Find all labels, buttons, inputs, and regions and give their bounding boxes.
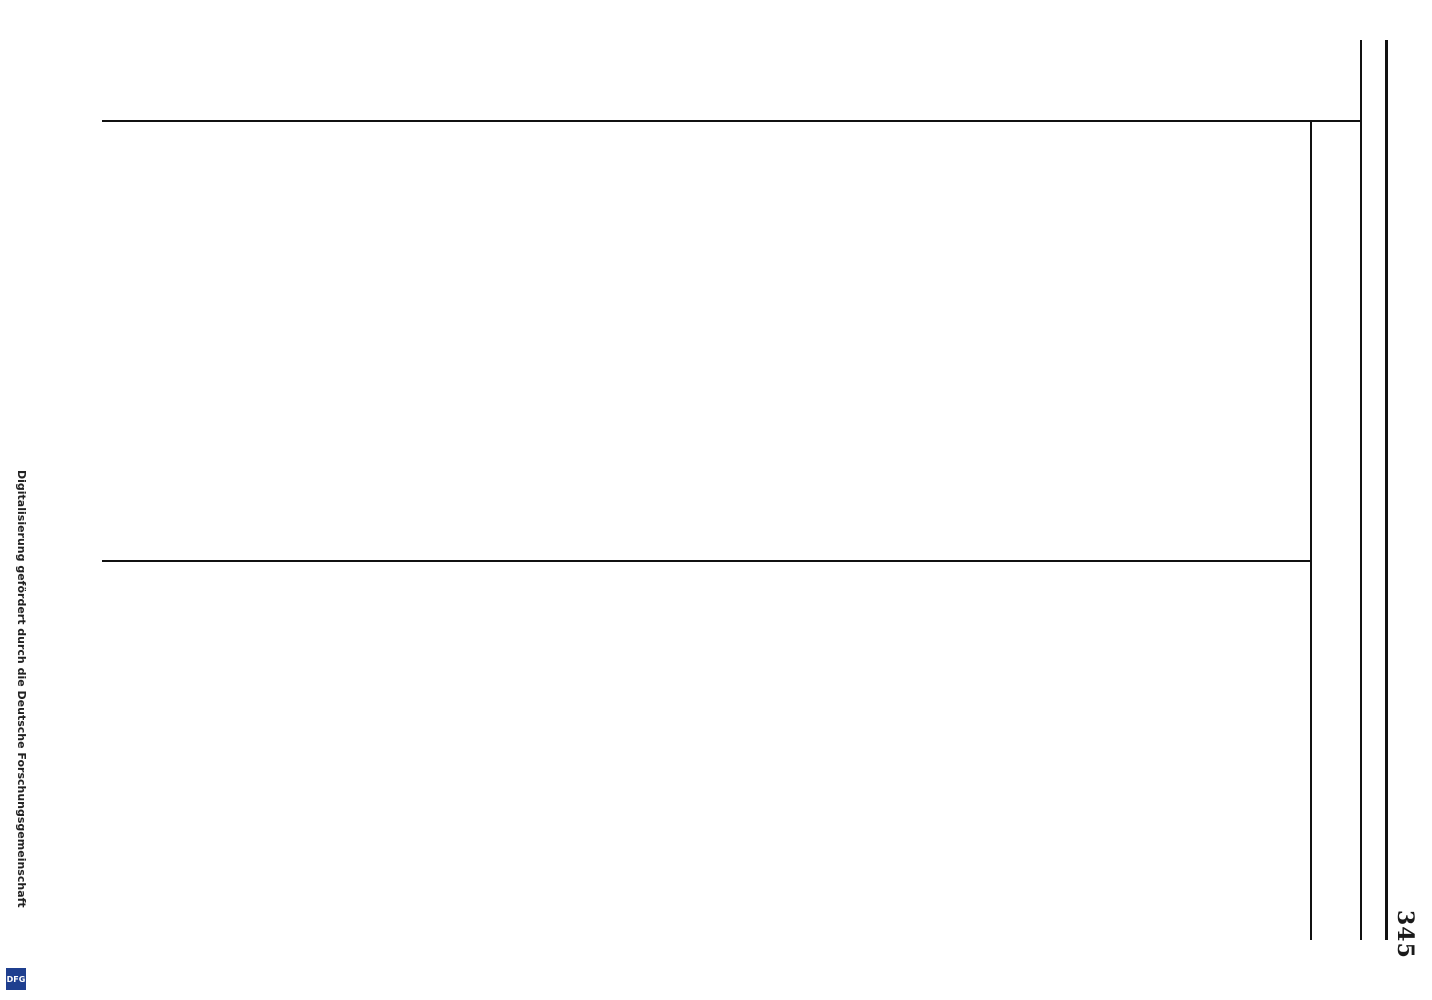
digitization-credit: Digitalisierung gefördert durch die Deutsche Forschungsgemeinschaft <box>15 470 28 908</box>
header-underline <box>1310 120 1312 940</box>
page-number: 345 <box>1392 910 1418 959</box>
column-divider-left <box>102 120 1362 122</box>
table-top-rule <box>1360 40 1362 940</box>
column-divider-middle <box>102 560 1312 562</box>
dfg-logo: DFG <box>6 968 26 990</box>
header-rule <box>1385 40 1388 940</box>
